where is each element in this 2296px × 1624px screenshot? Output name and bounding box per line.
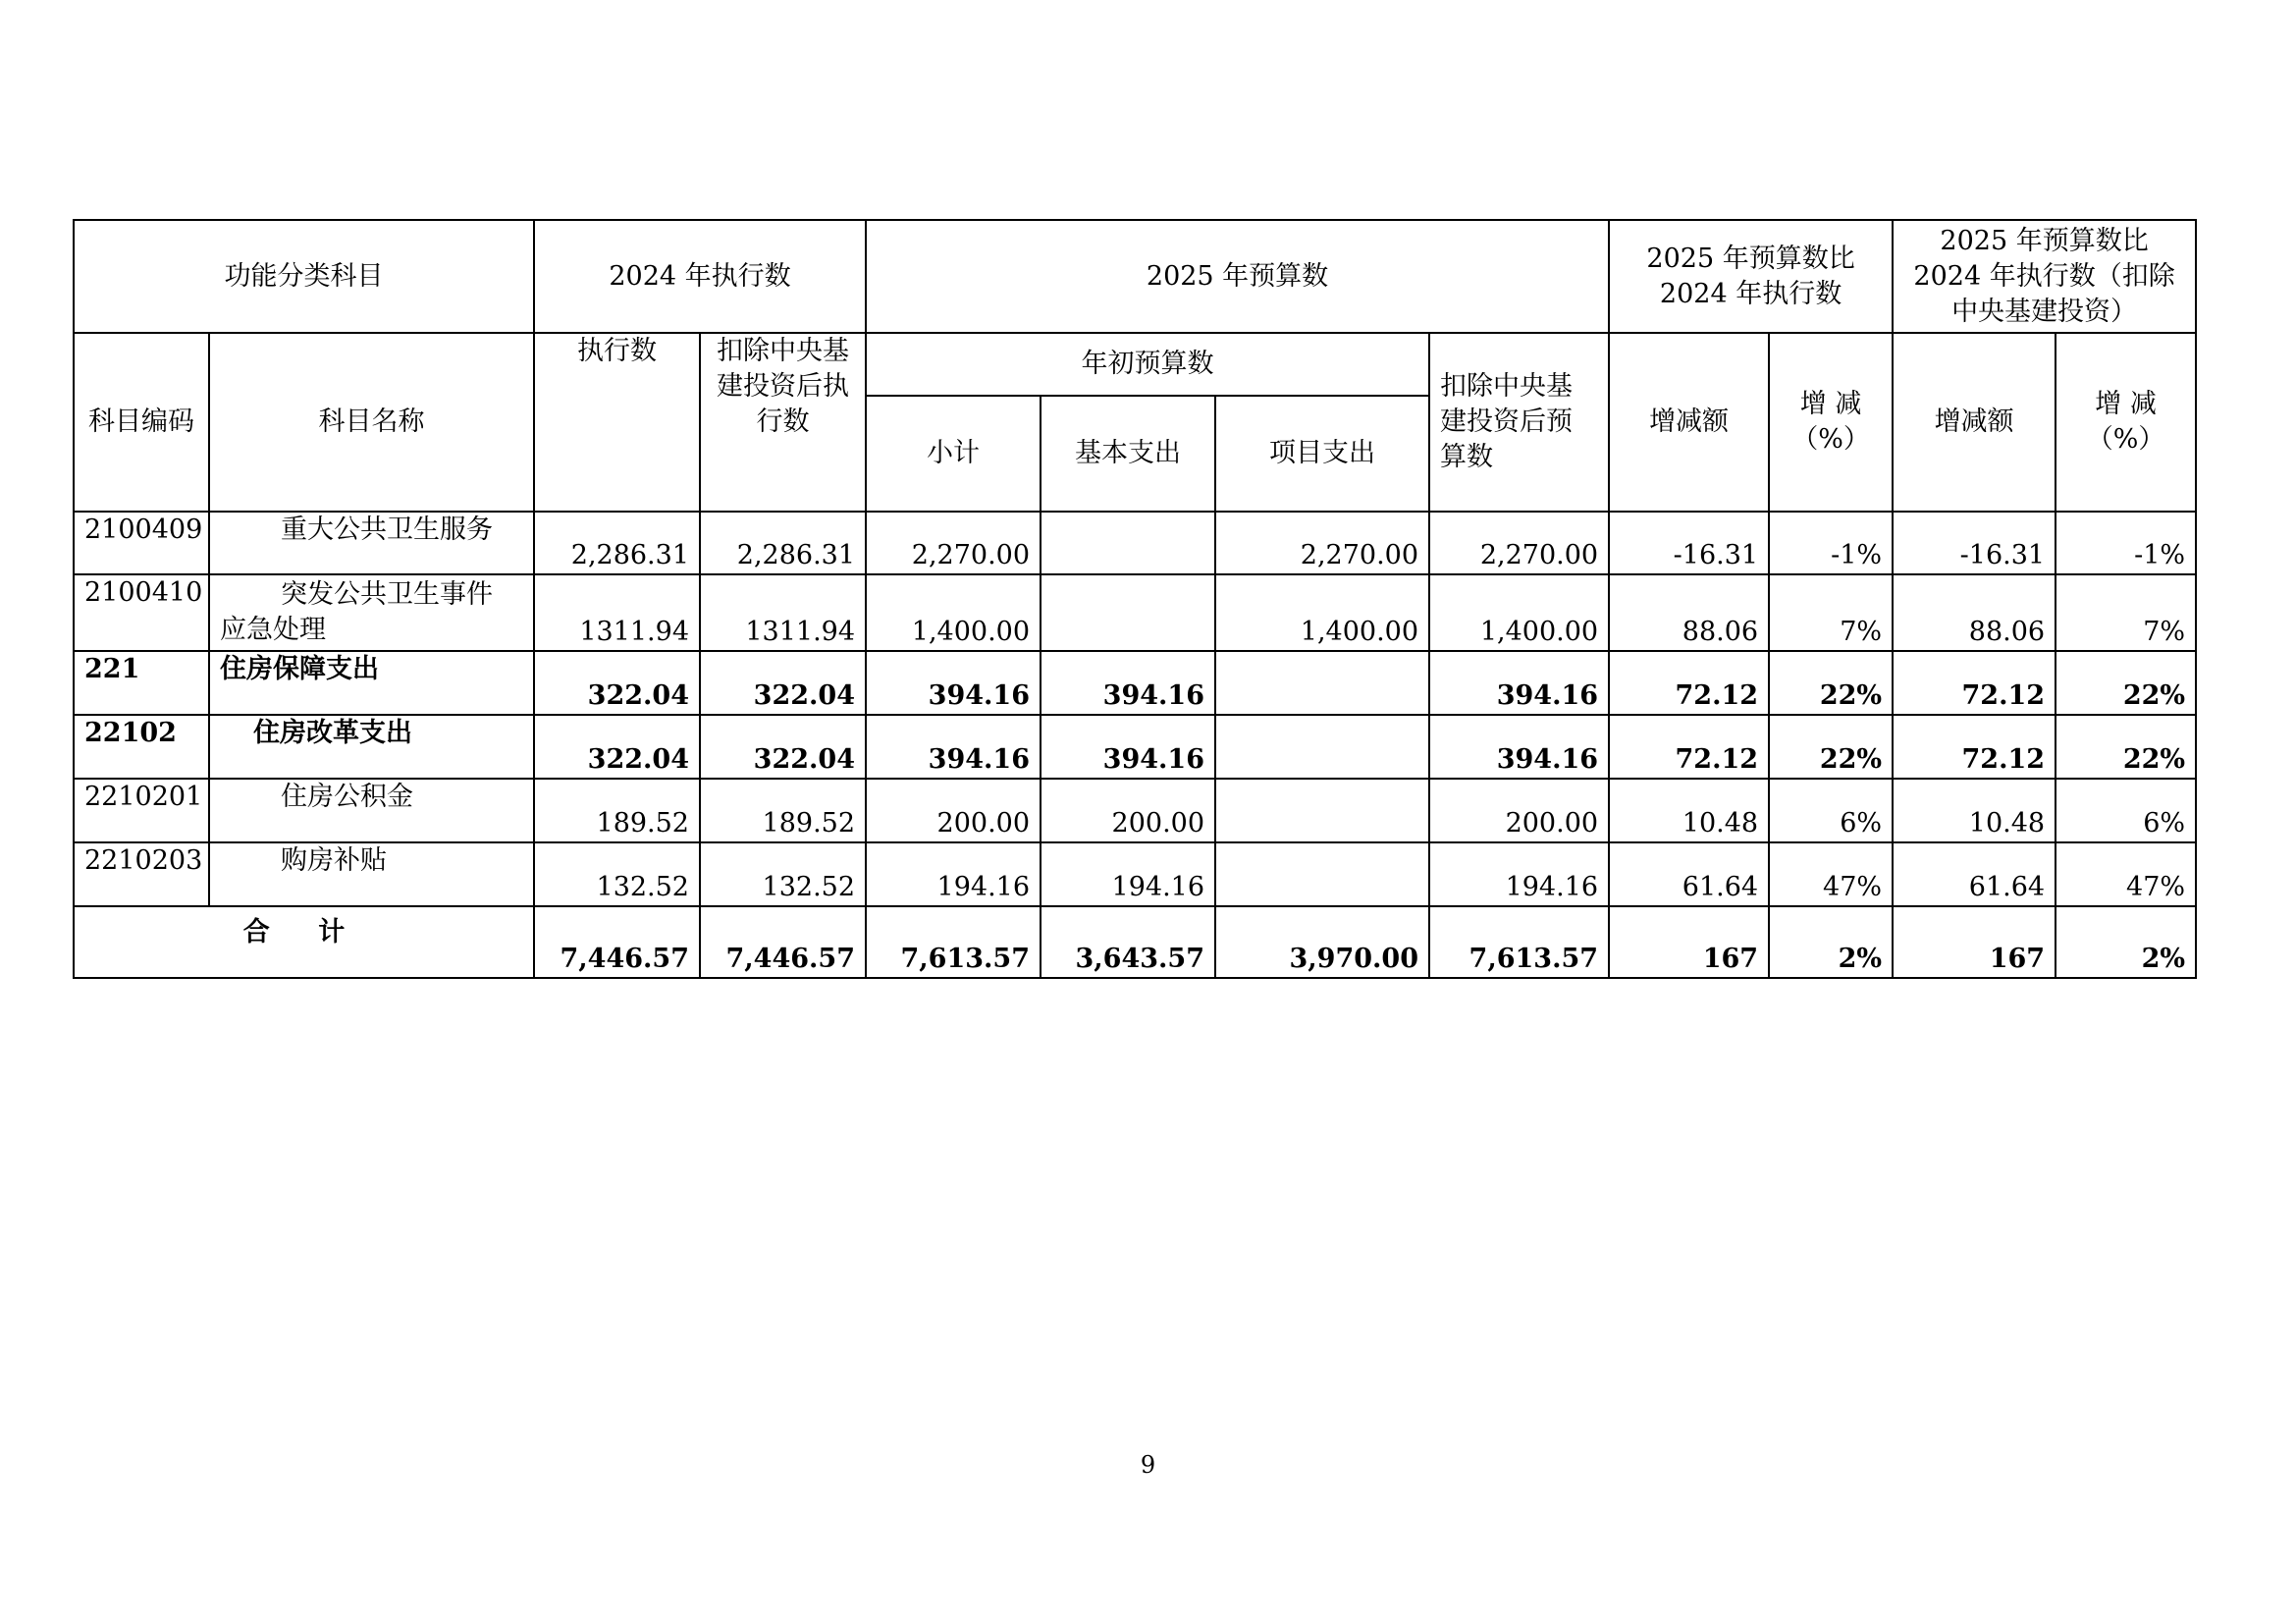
row-change-2: -16.31 — [1893, 512, 2056, 574]
table-row — [74, 779, 2196, 842]
row-name: 住房改革支出 — [209, 715, 534, 779]
row-exec: 1311.94 — [534, 574, 700, 651]
total-exec: 7,446.57 — [534, 906, 700, 978]
row-change-pct-2: -1% — [2056, 512, 2196, 574]
row-exec: 322.04 — [534, 651, 700, 715]
row-change: 10.48 — [1609, 779, 1769, 842]
row-name: 住房保障支出 — [209, 651, 534, 715]
row-change-pct: 47% — [1769, 842, 1893, 906]
row-name: 住房公积金 — [209, 779, 534, 842]
header-compare-exec-excl: 2025 年预算数比 2024 年执行数（扣除中央基建投资） — [1893, 220, 2196, 333]
row-change-2: 10.48 — [1893, 779, 2056, 842]
row-subtotal: 2,270.00 — [866, 512, 1041, 574]
row-change: 72.12 — [1609, 651, 1769, 715]
row-exec: 189.52 — [534, 779, 700, 842]
header-change-amount-2: 增减额 — [1893, 333, 2056, 512]
row-code: 2100409 — [74, 512, 209, 574]
total-change-2: 167 — [1893, 906, 2056, 978]
row-exec: 132.52 — [534, 842, 700, 906]
header-budget-excl: 扣除中央基建投资后预算数 — [1429, 333, 1609, 512]
row-change-2: 72.12 — [1893, 715, 2056, 779]
row-basic: 394.16 — [1041, 715, 1215, 779]
total-exec-excl: 7,446.57 — [700, 906, 866, 978]
row-name: 重大公共卫生服务 — [209, 512, 534, 574]
total-change-pct: 2% — [1769, 906, 1893, 978]
total-subtotal: 7,613.57 — [866, 906, 1041, 978]
total-row — [74, 906, 2196, 978]
row-exec: 2,286.31 — [534, 512, 700, 574]
header-change-percent: 增 减（%） — [1769, 333, 1893, 512]
header-basic: 基本支出 — [1041, 396, 1215, 512]
header-change-amount: 增减额 — [1609, 333, 1769, 512]
row-change-2: 61.64 — [1893, 842, 2056, 906]
row-change-pct: 6% — [1769, 779, 1893, 842]
budget-table — [73, 219, 2197, 979]
row-subtotal: 394.16 — [866, 651, 1041, 715]
row-basic: 194.16 — [1041, 842, 1215, 906]
header-subtotal: 小计 — [866, 396, 1041, 512]
row-code: 2210201 — [74, 779, 209, 842]
row-exec-excl: 322.04 — [700, 651, 866, 715]
table-row — [74, 574, 2196, 651]
row-change-pct-2: 47% — [2056, 842, 2196, 906]
row-project — [1215, 779, 1429, 842]
row-name: 购房补贴 — [209, 842, 534, 906]
row-subtotal: 394.16 — [866, 715, 1041, 779]
total-basic: 3,643.57 — [1041, 906, 1215, 978]
row-code: 221 — [74, 651, 209, 715]
row-change: -16.31 — [1609, 512, 1769, 574]
row-change-pct: 22% — [1769, 651, 1893, 715]
row-exec-excl: 1311.94 — [700, 574, 866, 651]
row-change: 72.12 — [1609, 715, 1769, 779]
row-code: 2210203 — [74, 842, 209, 906]
row-name-line1: 突发公共卫生事件 — [281, 579, 493, 610]
header-project: 项目支出 — [1215, 396, 1429, 512]
row-change-pct-2: 22% — [2056, 715, 2196, 779]
row-change: 61.64 — [1609, 842, 1769, 906]
page-number: 9 — [1140, 1451, 1156, 1479]
row-basic: 200.00 — [1041, 779, 1215, 842]
table-row — [74, 842, 2196, 906]
row-budget-excl: 394.16 — [1429, 715, 1609, 779]
row-code: 22102 — [74, 715, 209, 779]
header-exec-2024: 2024 年执行数 — [534, 220, 866, 333]
total-budget-excl: 7,613.57 — [1429, 906, 1609, 978]
header-exec-excl: 扣除中央基建投资后执行数 — [700, 333, 866, 512]
row-change: 88.06 — [1609, 574, 1769, 651]
row-exec-excl: 322.04 — [700, 715, 866, 779]
row-subtotal: 1,400.00 — [866, 574, 1041, 651]
row-project — [1215, 651, 1429, 715]
header-category: 功能分类科目 — [74, 220, 534, 333]
row-budget-excl: 2,270.00 — [1429, 512, 1609, 574]
header-budget-2025: 2025 年预算数 — [866, 220, 1609, 333]
total-change: 167 — [1609, 906, 1769, 978]
row-change-2: 88.06 — [1893, 574, 2056, 651]
table-row — [74, 715, 2196, 779]
row-budget-excl: 200.00 — [1429, 779, 1609, 842]
row-basic — [1041, 574, 1215, 651]
row-project: 2,270.00 — [1215, 512, 1429, 574]
row-project — [1215, 715, 1429, 779]
total-label: 合 计 — [74, 906, 534, 978]
header-initial-budget: 年初预算数 — [866, 333, 1429, 396]
row-project — [1215, 842, 1429, 906]
total-change-pct-2: 2% — [2056, 906, 2196, 978]
row-change-2: 72.12 — [1893, 651, 2056, 715]
row-change-pct-2: 22% — [2056, 651, 2196, 715]
header-code: 科目编码 — [74, 333, 209, 512]
row-budget-excl: 394.16 — [1429, 651, 1609, 715]
total-project: 3,970.00 — [1215, 906, 1429, 978]
row-change-pct-2: 7% — [2056, 574, 2196, 651]
row-change-pct: 22% — [1769, 715, 1893, 779]
row-name-line2: 应急处理 — [220, 615, 326, 645]
row-exec-excl: 189.52 — [700, 779, 866, 842]
row-subtotal: 194.16 — [866, 842, 1041, 906]
row-budget-excl: 1,400.00 — [1429, 574, 1609, 651]
row-basic: 394.16 — [1041, 651, 1215, 715]
row-exec: 322.04 — [534, 715, 700, 779]
table-row — [74, 651, 2196, 715]
header-change-percent-2: 增 减（%） — [2056, 333, 2196, 512]
header-name: 科目名称 — [209, 333, 534, 512]
row-basic — [1041, 512, 1215, 574]
row-change-pct-2: 6% — [2056, 779, 2196, 842]
row-subtotal: 200.00 — [866, 779, 1041, 842]
row-budget-excl: 194.16 — [1429, 842, 1609, 906]
header-exec: 执行数 — [534, 333, 700, 512]
table-row — [74, 512, 2196, 574]
row-exec-excl: 132.52 — [700, 842, 866, 906]
row-project: 1,400.00 — [1215, 574, 1429, 651]
row-exec-excl: 2,286.31 — [700, 512, 866, 574]
row-change-pct: -1% — [1769, 512, 1893, 574]
row-code: 2100410 — [74, 574, 209, 651]
row-change-pct: 7% — [1769, 574, 1893, 651]
header-compare-exec: 2025 年预算数比 2024 年执行数 — [1609, 220, 1893, 333]
row-name — [209, 574, 534, 651]
